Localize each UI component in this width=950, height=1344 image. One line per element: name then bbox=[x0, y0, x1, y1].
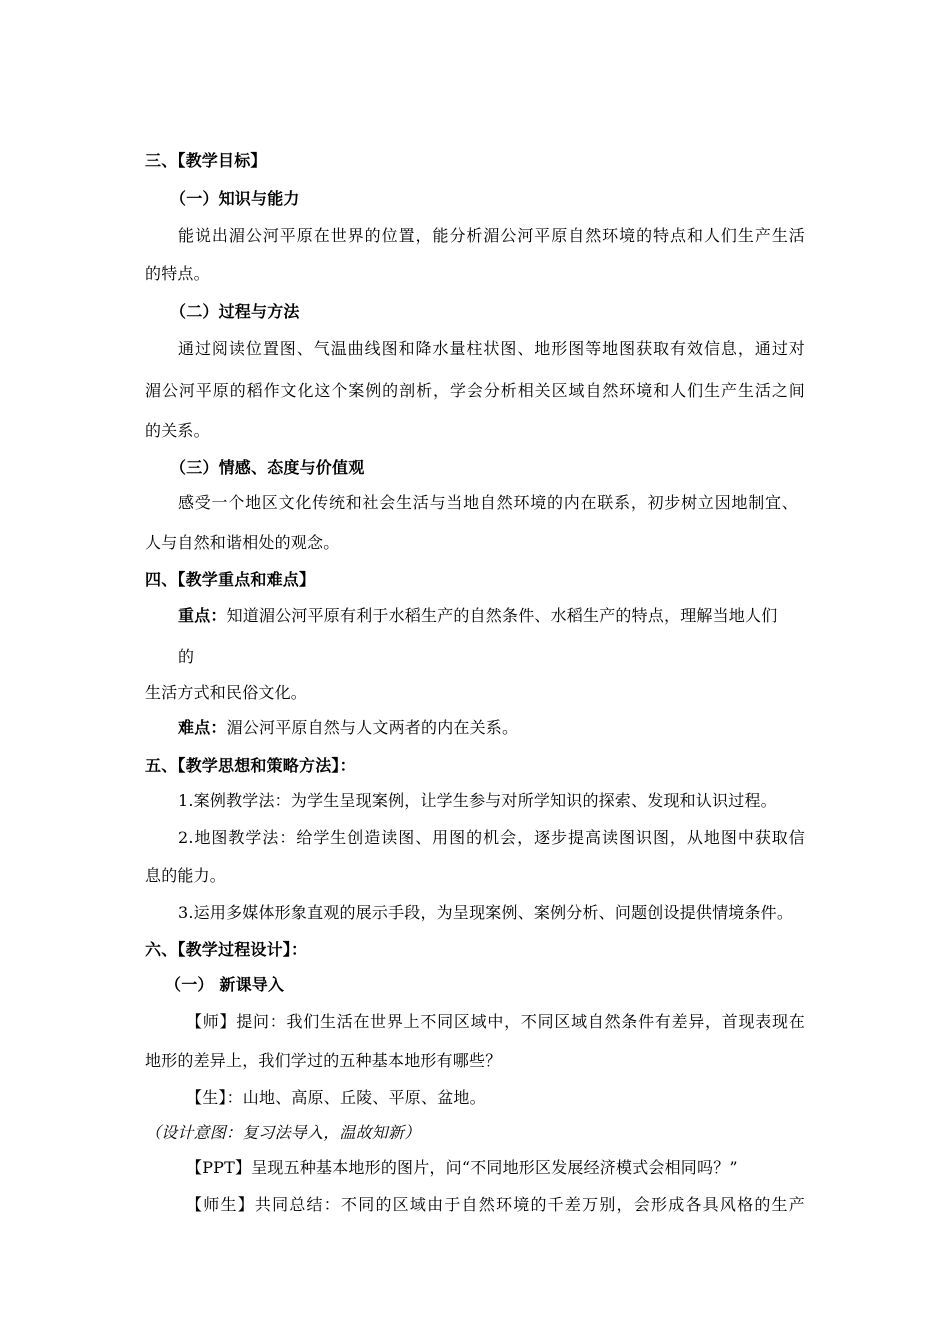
section-3-sub3-title: （三）情感、态度与价值观 bbox=[170, 458, 365, 477]
method-item-3: 3.运用多媒体形象直观的展示手段，为呈现案例、案例分析、问题创设提供情境条件。 bbox=[178, 903, 794, 922]
teacher-student-text: 共同总结：不同的区域由于自然环境的千差万别，会形成各具风格的生产 bbox=[254, 1195, 805, 1214]
ppt-text: 呈现五种基本地形的图片，问“不同地形区发展经济模式会相同吗？” bbox=[251, 1158, 738, 1177]
section-3-sub1-title: （一）知识与能力 bbox=[170, 189, 300, 208]
student-label: 【生】 bbox=[186, 1088, 227, 1107]
section-4-heading: 四、【教学重点和难点】 bbox=[145, 570, 316, 589]
ppt-label: 【PPT】 bbox=[186, 1158, 252, 1177]
student-answer-text: ：山地、高原、丘陵、平原、盆地。 bbox=[226, 1088, 486, 1107]
teacher-student-row bbox=[186, 1195, 805, 1215]
difficulty-text: 湄公河平原自然与人文两者的内在关系。 bbox=[226, 718, 519, 737]
key-point-row bbox=[178, 606, 777, 626]
section-3-sub2-text: 通过阅读位置图、气温曲线图和降水量柱状图、地形图等地图获取有效信息，通过对 bbox=[178, 339, 805, 358]
section-6-heading: 六、【教学过程设计】： bbox=[145, 940, 308, 959]
section-3-sub2-text-cont: 湄公河平原的稻作文化这个案例的剖析，学会分析相关区域自然环境和人们生产生活之间 bbox=[145, 381, 805, 400]
section-3-sub1-text-cont: 的特点。 bbox=[145, 264, 210, 283]
key-point-text: 知道湄公河平原有利于水稻生产的自然条件、水稻生产的特点，理解当地人们 bbox=[226, 606, 778, 625]
teacher-question-text: 提问：我们生活在世界上不同区域中，不同区域自然条件有差异，首现表现在 bbox=[236, 1012, 805, 1031]
section-3-heading: 三、【教学目标】 bbox=[145, 151, 267, 170]
method-item-2: 2.地图教学法：给学生创造读图、用图的机会，逐步提高读图识图，从地图中获取信 bbox=[178, 828, 805, 847]
teacher-question-row bbox=[186, 1012, 805, 1032]
section-3-sub3-text-cont: 人与自然和谐相处的观念。 bbox=[145, 533, 340, 552]
teacher-question-cont: 地形的差异上，我们学过的五种基本地形有哪些？ bbox=[145, 1051, 502, 1070]
key-point-label: 重点： bbox=[178, 606, 227, 625]
section-3-sub2-text-end: 的关系。 bbox=[145, 421, 210, 440]
key-point-text-cont: 生活方式和民俗文化。 bbox=[145, 683, 308, 702]
section-3-sub2-title: （二）过程与方法 bbox=[170, 302, 300, 321]
difficulty-label: 难点： bbox=[178, 718, 227, 737]
teacher-student-label: 【师生】 bbox=[186, 1195, 255, 1214]
teacher-label: 【师】 bbox=[186, 1012, 237, 1031]
method-item-2-cont: 息的能力。 bbox=[145, 866, 227, 885]
section-5-heading: 五、【教学思想和策略方法】： bbox=[145, 756, 356, 775]
design-intent-note: （设计意图：复习法导入，温故知新） bbox=[145, 1123, 421, 1142]
ppt-row bbox=[186, 1158, 738, 1178]
section-3-sub3-text: 感受一个地区文化传统和社会生活与当地自然环境的内在联系，初步树立因地制宜、 bbox=[178, 493, 798, 512]
method-item-1: 1.案例教学法：为学生呈现案例，让学生参与对所学知识的探索、发现和认识过程。 bbox=[178, 791, 777, 810]
difficulty-row bbox=[178, 718, 518, 738]
section-3-sub1-text: 能说出湄公河平原在世界的位置，能分析湄公河平原自然环境的特点和人们生产生活 bbox=[178, 226, 805, 245]
section-6-sub1-title: （一） 新课导入 bbox=[165, 975, 285, 994]
student-answer-row bbox=[186, 1088, 486, 1108]
key-point-text-wrap: 的 bbox=[178, 647, 195, 666]
